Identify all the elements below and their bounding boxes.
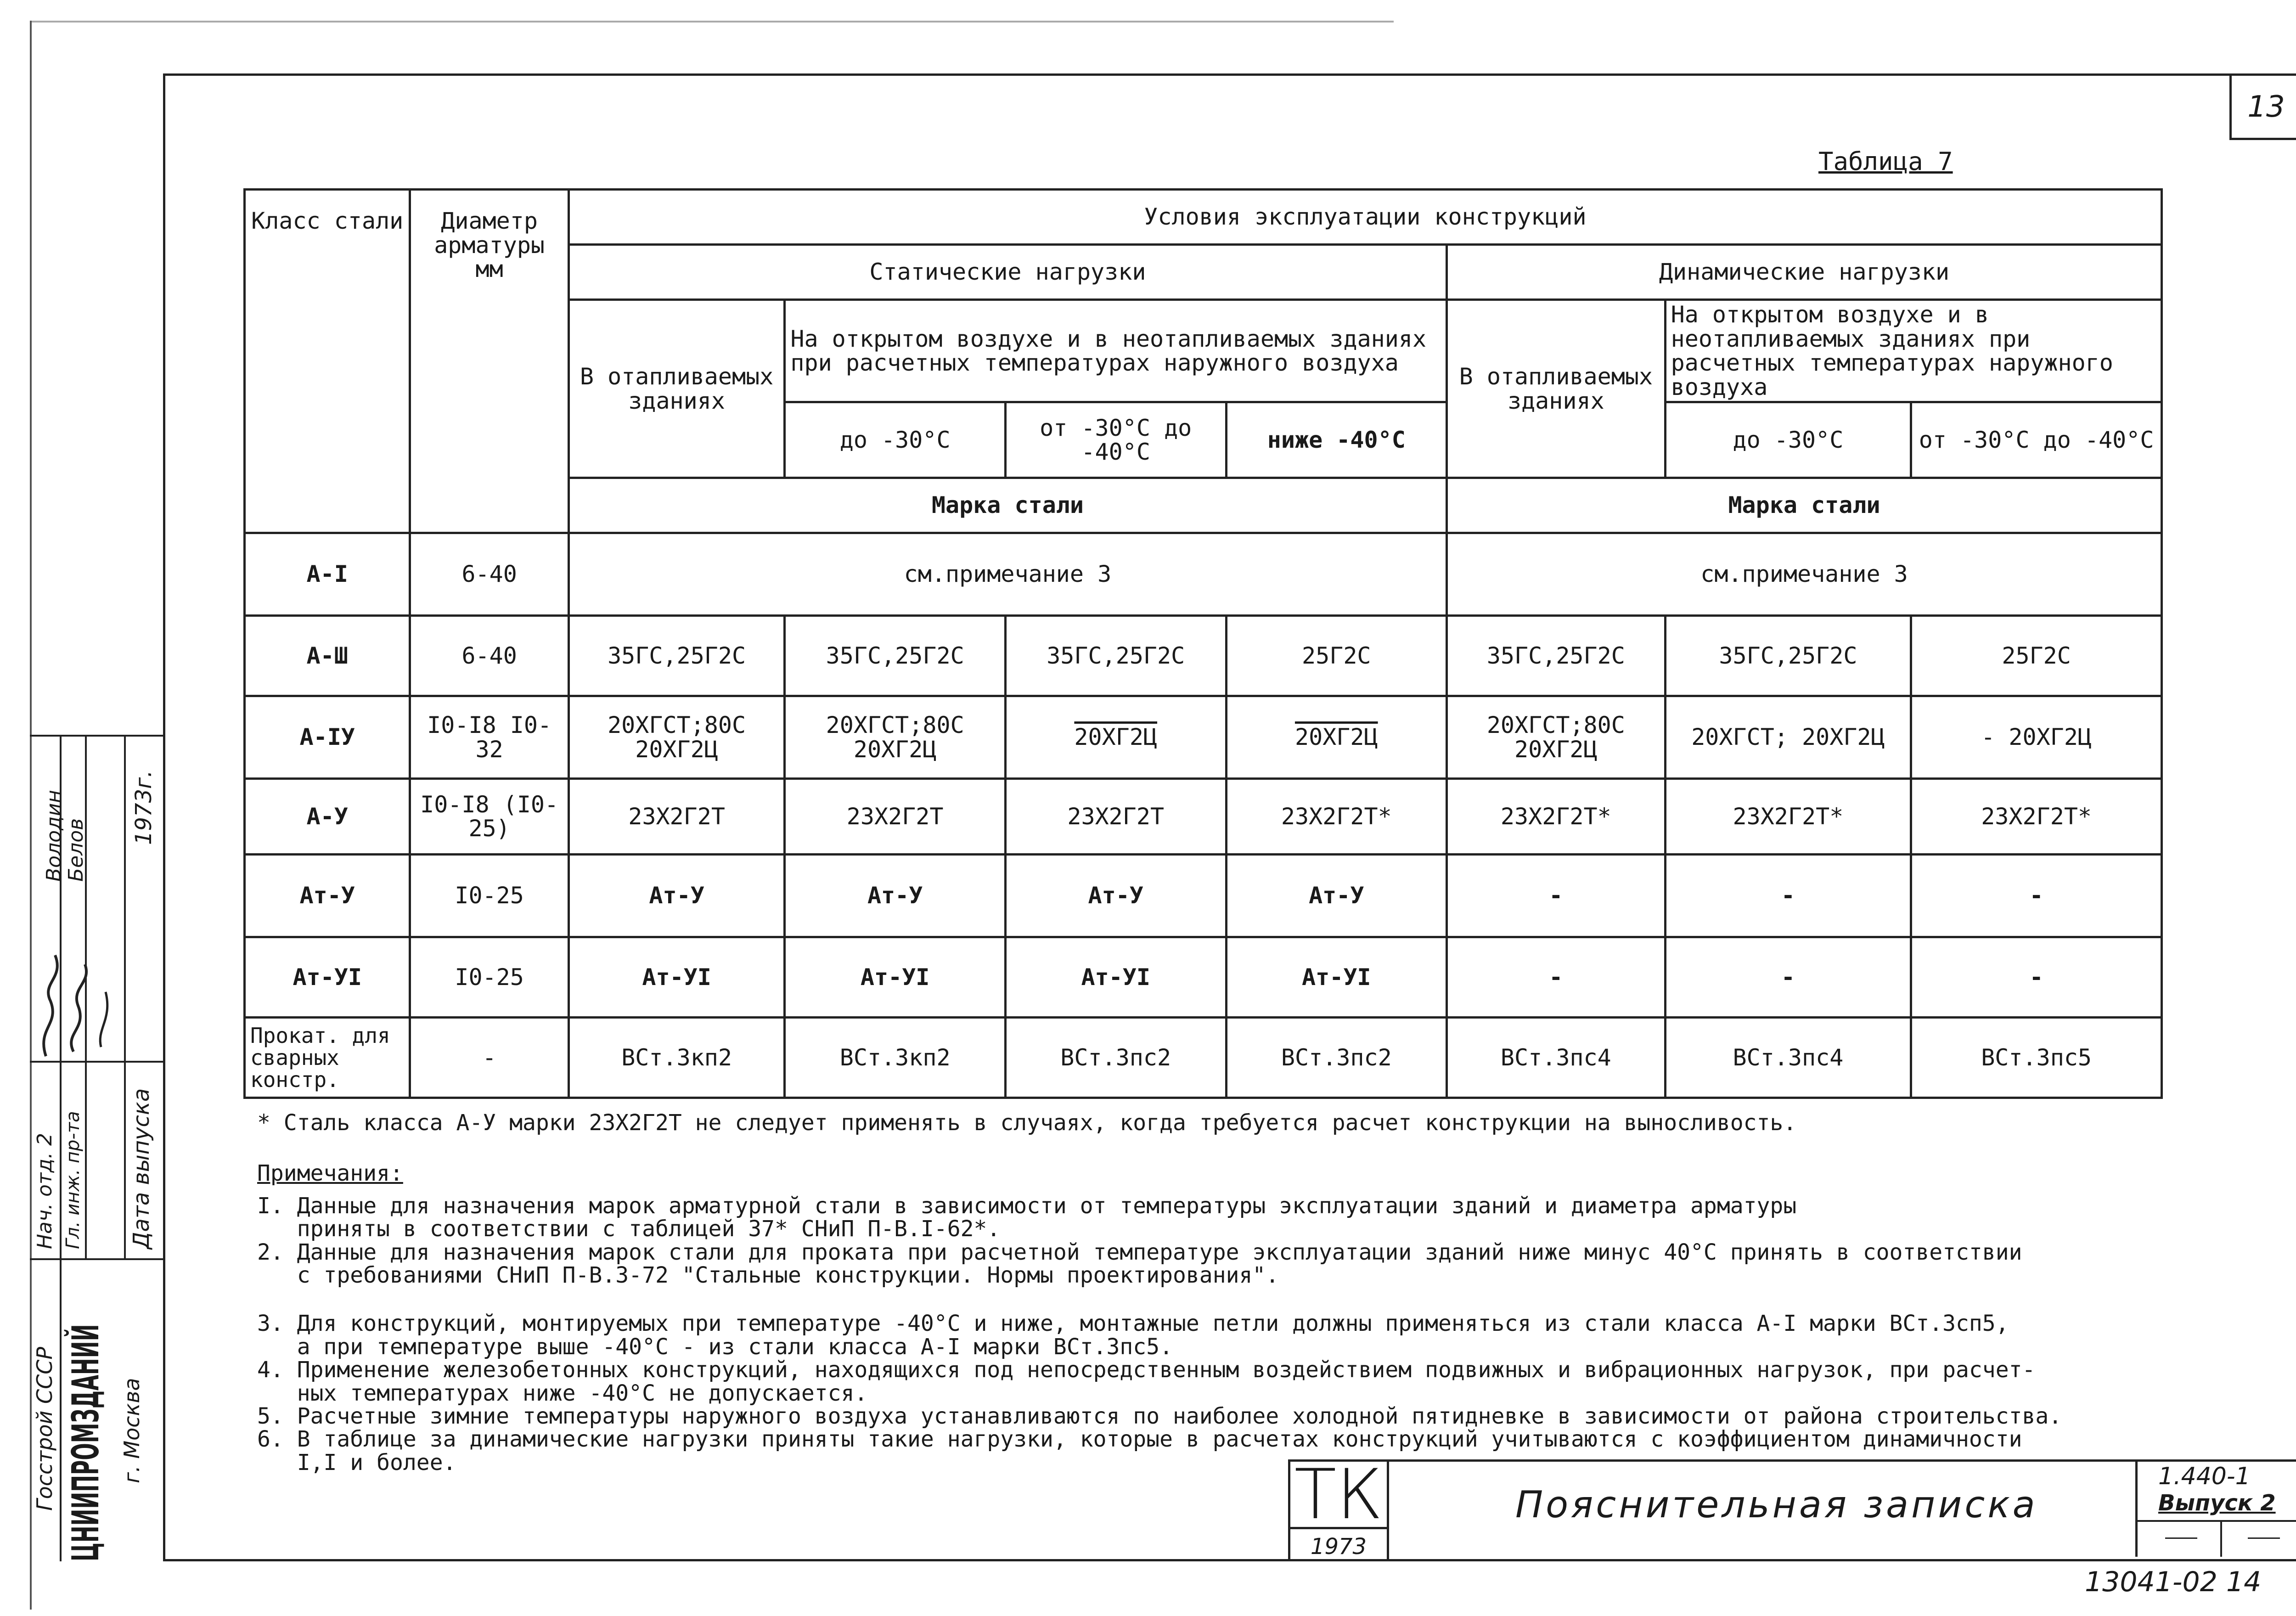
header-heated-dynamic: В отапливаемых зданиях xyxy=(1447,300,1666,478)
table-cell: - xyxy=(1911,937,2162,1018)
row-note-dynamic: см.примечание 3 xyxy=(1447,533,2162,616)
note-1: I. Данные для назначения марок арматурной стали в зависимости от температуры эксплуатации зданий и диаметра арматуры приняты в соответствии с таблицей 37* СНиП П-В.I-62*. xyxy=(257,1193,1797,1242)
table-cell: - xyxy=(1447,855,1666,937)
issue-year: 1973г. xyxy=(131,770,157,845)
row-diameter: 6-40 xyxy=(410,533,568,616)
code-dash-2 xyxy=(2248,1537,2280,1539)
code-divider-v xyxy=(2220,1520,2222,1557)
header-dynamic-to-30: до -30°С xyxy=(1665,402,1911,478)
table-cell: - xyxy=(1447,937,1666,1018)
table-cell: ВСт.3пс4 xyxy=(1665,1018,1911,1098)
row-diameter: I0-I8 (I0-25) xyxy=(410,779,568,855)
note-4: 4. Применение железобетонных конструкций, находящихся под непосредственным воздействием подвижных и вибрационных нагрузок, при расчет- ных температурах ниже -40°С не допускается. xyxy=(257,1357,2036,1406)
header-static-below-40: ниже -40°С xyxy=(1226,402,1447,478)
table-cell: Ат-УI xyxy=(1005,937,1226,1018)
table-cell: 35ГС,25Г2С xyxy=(785,616,1006,696)
table-cell: - xyxy=(1911,855,2162,937)
name-belov: Белов xyxy=(64,818,88,882)
signature-strokes xyxy=(32,937,133,1065)
frame-left-line xyxy=(163,73,165,1561)
table-cell: 23Х2Г2Т xyxy=(1005,779,1226,855)
role-head-dept: Нач. отд. 2 xyxy=(33,1133,56,1249)
org-gosstroy: Госстрой СССР xyxy=(32,1346,57,1511)
header-static-to-30: до -30°С xyxy=(785,402,1006,478)
table-cell: ВСт.3кп2 xyxy=(568,1018,785,1098)
row-diameter: I0-I8 I0-32 xyxy=(410,696,568,779)
table-cell: 35ГС,25Г2С xyxy=(1447,616,1666,696)
page-number: 13 xyxy=(2229,76,2296,140)
row-diameter: 6-40 xyxy=(410,616,568,696)
org-tsniipromzdaniy: ЦНИИПРОМЗДАНИЙ xyxy=(64,1324,107,1561)
table-cell: Ат-У xyxy=(1226,855,1447,937)
row-class: А-I xyxy=(245,533,410,616)
tk-stamp xyxy=(1288,1455,1389,1560)
stamp-hline-top xyxy=(30,735,163,737)
date-label: Дата выпуска xyxy=(129,1088,154,1249)
header-conditions: Условия эксплуатации конструкций xyxy=(568,190,2161,245)
note-5: 5. Расчетные зимние температуры наружного воздуха устанавливаются по наиболее холодной пятидневке в зависимости от района строительства. xyxy=(257,1403,2062,1429)
table-cell: - 20ХГ2Ц xyxy=(1911,696,2162,779)
table-cell: 23Х2Г2Т* xyxy=(1447,779,1666,855)
row-diameter: - xyxy=(410,1018,568,1098)
issue-number: Выпуск 2 xyxy=(2158,1490,2276,1516)
table-cell: Ат-УI xyxy=(1226,937,1447,1018)
table-cell: 20ХГСТ; 20ХГ2Ц xyxy=(1665,696,1911,779)
header-grade-static: Марка стали xyxy=(568,478,1446,533)
header-diameter: Диаметр арматуры мм xyxy=(410,190,568,533)
header-static-30-40: от -30°С до -40°С xyxy=(1005,402,1226,478)
notes-section xyxy=(257,1111,2232,1474)
table-cell: 23Х2Г2Т* xyxy=(1226,779,1447,855)
series-code: 1.440-1 xyxy=(2158,1463,2251,1490)
table-cell: 23Х2Г2Т* xyxy=(1911,779,2162,855)
header-dynamic-30-40: от -30°С до -40°С xyxy=(1911,402,2162,478)
series-code-box xyxy=(2135,1460,2296,1557)
row-class: Ат-УI xyxy=(245,937,410,1018)
table-cell: ВСт.3пс5 xyxy=(1911,1018,2162,1098)
role-chief-engineer: Гл. инж. пр-та xyxy=(62,1111,84,1249)
table-cell: Ат-У xyxy=(785,855,1006,937)
table-cell: - xyxy=(1665,855,1911,937)
notes-title: Примечания: xyxy=(257,1160,403,1187)
row-class: Прокат. для сварных констр. xyxy=(245,1018,410,1098)
stamp-hline-bottom xyxy=(30,1258,163,1260)
header-outdoor-static: На открытом воздухе и в неотапливаемых зданиях при расчетных температурах наружного воздуха xyxy=(785,300,1447,402)
table-cell: Ат-У xyxy=(1005,855,1226,937)
table-cell: 20ХГ2Ц xyxy=(1226,696,1447,779)
header-heated-static: В отапливаемых зданиях xyxy=(568,300,785,478)
row-class: А-Ш xyxy=(245,616,410,696)
table-cell: 35ГС,25Г2С xyxy=(568,616,785,696)
table-cell: Ат-УI xyxy=(785,937,1006,1018)
table-cell: ВСт.3пс2 xyxy=(1226,1018,1447,1098)
table-cell: 20ХГ2Ц xyxy=(1005,696,1226,779)
table-cell: 35ГС,25Г2С xyxy=(1665,616,1911,696)
table-cell: ВСт.3пс2 xyxy=(1005,1018,1226,1098)
header-class: Класс стали xyxy=(245,190,410,533)
org-city: г. Москва xyxy=(119,1378,144,1483)
row-note-static: см.примечание 3 xyxy=(568,533,1446,616)
row-class: Ат-У xyxy=(245,855,410,937)
table-cell: 23Х2Г2Т xyxy=(785,779,1006,855)
document-title: Пояснительная записка xyxy=(1515,1483,2038,1526)
table-cell: 23Х2Г2Т xyxy=(568,779,785,855)
row-class: А-IУ xyxy=(245,696,410,779)
row-diameter: I0-25 xyxy=(410,855,568,937)
header-outdoor-dynamic: На открытом воздухе и в неотапливаемых зданиях при расчетных температурах наружного воздуха xyxy=(1665,300,2161,402)
table-cell: 20ХГСТ;80С 20ХГ2Ц xyxy=(785,696,1006,779)
table-caption: Таблица 7 xyxy=(1818,147,1953,176)
tk-letters: ТК xyxy=(1294,1455,1383,1535)
code-dash-1 xyxy=(2165,1537,2197,1539)
table-cell: ВСт.3кп2 xyxy=(785,1018,1006,1098)
table-cell: 20ХГСТ;80С 20ХГ2Ц xyxy=(568,696,785,779)
tk-year: 1973 xyxy=(1290,1527,1387,1560)
header-dynamic-loads: Динамические нагрузки xyxy=(1447,245,2162,300)
table-cell: 25Г2С xyxy=(1911,616,2162,696)
table-cell: Ат-УI xyxy=(568,937,785,1018)
frame-top-line xyxy=(163,73,2296,76)
code-divider-h xyxy=(2138,1520,2296,1522)
table-cell: Ат-У xyxy=(568,855,785,937)
note-2: 2. Данные для назначения марок стали для проката при расчетной температуре эксплуатации зданий ниже минус 40°С принять в соответствии с требованиями СНиП П-В.3-72 "Стальные конструкции. Нормы проектирования". xyxy=(257,1239,2022,1288)
note-3: 3. Для конструкций, монтируемых при температуре -40°С и ниже, монтажные петли должны применяться из стали класса А-I марки ВСт.3сп5, а при температуре выше -40°С - из стали класса А-I марки ВСт.3пс5. xyxy=(257,1311,2009,1360)
table-cell: ВСт.3пс4 xyxy=(1447,1018,1666,1098)
row-diameter: I0-25 xyxy=(410,937,568,1018)
frame-bottom-line xyxy=(163,1559,2296,1561)
table-cell: 20ХГСТ;80С 20ХГ2Ц xyxy=(1447,696,1666,779)
table-cell: 35ГС,25Г2С xyxy=(1005,616,1226,696)
steel-grade-table xyxy=(243,188,2163,1099)
table-cell: 25Г2С xyxy=(1226,616,1447,696)
archive-number: 13041-02 14 xyxy=(2085,1566,2262,1598)
name-volodin: Володин xyxy=(42,790,66,882)
note-6: 6. В таблице за динамические нагрузки приняты такие нагрузки, которые в расчетах конструкций учитываются с коэффициентом динамичности I,I и более. xyxy=(257,1426,2022,1475)
row-class: А-У xyxy=(245,779,410,855)
header-grade-dynamic: Марка стали xyxy=(1447,478,2162,533)
table-cell: 23Х2Г2Т* xyxy=(1665,779,1911,855)
header-static-loads: Статические нагрузки xyxy=(568,245,1446,300)
outer-left-line xyxy=(30,21,32,1610)
top-edge-line xyxy=(30,21,1394,23)
table-cell: - xyxy=(1665,937,1911,1018)
footnote: * Сталь класса А-У марки 23Х2Г2Т не следует применять в случаях, когда требуется расчет конструкции на выносливость. xyxy=(257,1110,1797,1136)
